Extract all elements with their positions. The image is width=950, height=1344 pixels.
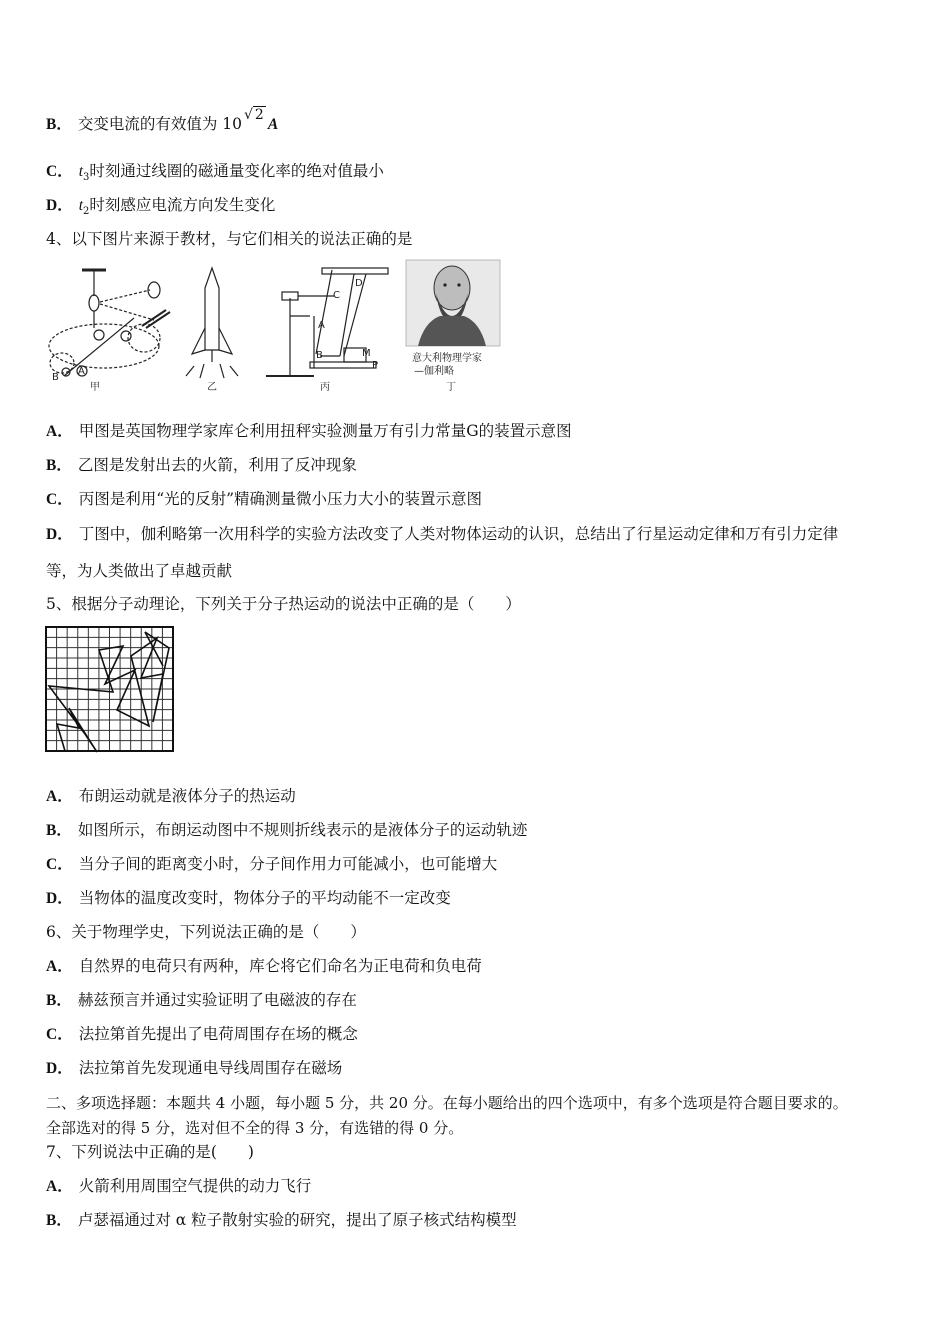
option-text: 火箭利用周围空气提供的动力飞行 [78,1177,312,1195]
option-text: 甲图是英国物理学家库仑利用扭秤实验测量万有引力常量G的装置示意图 [78,422,572,440]
label-p-bing: P [372,360,379,371]
option-text: 自然界的电荷只有两种，库仑将它们命名为正电荷和负电荷 [78,957,482,975]
option-text: 法拉第首先发现通电导线周围存在磁场 [78,1059,343,1077]
time-subscript: 3 [83,172,90,184]
q5-option-d [46,888,451,909]
option-text: 布朗运动就是液体分子的热运动 [78,787,296,805]
option-text: 如图所示，布朗运动图中不规则折线表示的是液体分子的运动轨迹 [77,821,528,839]
option-text: 法拉第首先提出了电荷周围存在场的概念 [78,1025,358,1043]
option-label: D． [46,526,73,543]
figure-label-jia: 甲 [90,382,100,393]
option-label: B． [46,822,72,839]
option-label: C． [46,1026,73,1043]
option-label: B． [46,992,72,1009]
section-2-line-1: 二、多项选择题：本题共 4 小题，每小题 5 分，共 20 分。在每小题给出的四个选项中，有多个选项是符合题目要求的。 [46,1094,848,1112]
option-text: 卢瑟福通过对 α 粒子散射实验的研究，提出了原子核式结构模型 [77,1211,517,1229]
option-label: A． [46,958,73,975]
option-label: C． [46,163,73,180]
option-label: B． [46,1212,72,1229]
label-b-bing: B [316,350,323,361]
q4-figures [44,258,504,403]
option-text: 时刻感应电流方向发生变化 [89,196,276,214]
q5-option-c [46,854,497,875]
torsion-balance-figure [49,270,170,376]
option-label: C． [46,491,73,508]
q4-stem: 4、以下图片来源于教材，与它们相关的说法正确的是 [46,230,413,248]
option-text: 乙图是发射出去的火箭，利用了反冲现象 [77,456,357,474]
option-text: 丙图是利用“光的反射”精确测量微小压力大小的装置示意图 [78,490,483,508]
option-text: 当物体的温度改变时，物体分子的平均动能不一定改变 [78,889,451,907]
label-a-jia: A [78,366,85,377]
q3-option-c [46,161,384,188]
option-text: 丁图中，伽利略第一次用科学的实验方法改变了人类对物体运动的认识，总结出了行星运动定律和万有引力定律 [78,525,839,543]
rocket-figure [186,268,238,378]
unit: A [267,116,279,133]
label-a-bing: A [318,320,325,331]
option-label: D． [46,1060,73,1077]
radicand: 2 [254,107,264,123]
q6-option-d [46,1058,342,1079]
optical-lever-figure [266,268,388,376]
label-d-bing: D [355,278,363,289]
time-var: t [78,197,84,214]
galileo-portrait [406,260,500,346]
figure-label-ding: 丁 [446,382,456,393]
label-m-bing: M [362,348,371,359]
q6-stem: 6、关于物理学史，下列说法正确的是（ ） [46,923,366,941]
q7-option-a [46,1176,311,1197]
option-text: 当分子间的距离变小时，分子间作用力可能减小，也可能增大 [78,855,498,873]
portrait-caption-1: 意大利物理学家 [412,353,482,364]
q7-option-b [46,1210,517,1231]
figure-label-yi: 乙 [207,382,217,393]
sqrt-symbol: √ 2 [244,107,264,123]
option-text: 交变电流的有效值为 10 [77,115,242,133]
q3-option-b [46,107,279,135]
option-label: D． [46,197,73,214]
option-label: D． [46,890,73,907]
q7-stem: 7、下列说法中正确的是( ) [46,1143,254,1161]
q5-stem: 5、根据分子动理论，下列关于分子热运动的说法中正确的是（ ） [46,595,521,613]
q6-option-b [46,990,357,1011]
option-label: B． [46,457,72,474]
q3-option-d [46,195,275,222]
q4-option-b [46,455,357,476]
label-c-bing: C [333,290,340,301]
q6-option-c [46,1024,358,1045]
time-var: t [78,163,84,180]
option-label: A． [46,423,73,440]
time-subscript: 2 [83,206,90,218]
q4-option-d-continued: 等，为人类做出了卓越贡献 [46,562,233,580]
option-label: B． [46,116,72,133]
option-label: A． [46,1178,73,1195]
q6-option-a [46,956,482,977]
brownian-motion-grid [45,626,175,753]
q4-option-d [46,524,838,545]
option-label: A． [46,788,73,805]
option-text: 赫兹预言并通过实验证明了电磁波的存在 [77,991,357,1009]
q5-option-b [46,820,527,841]
q4-option-a [46,421,572,442]
option-label: C． [46,856,73,873]
label-b-jia: B [52,372,59,383]
option-text: 时刻通过线圈的磁通量变化率的绝对值最小 [89,162,384,180]
section-2-line-2: 全部选对的得 5 分，选对但不全的得 3 分，有选错的得 0 分。 [46,1119,464,1137]
q4-option-c [46,489,482,510]
q5-option-a [46,786,296,807]
figure-label-bing: 丙 [320,382,330,393]
portrait-caption-2: —伽利略 [414,366,454,377]
